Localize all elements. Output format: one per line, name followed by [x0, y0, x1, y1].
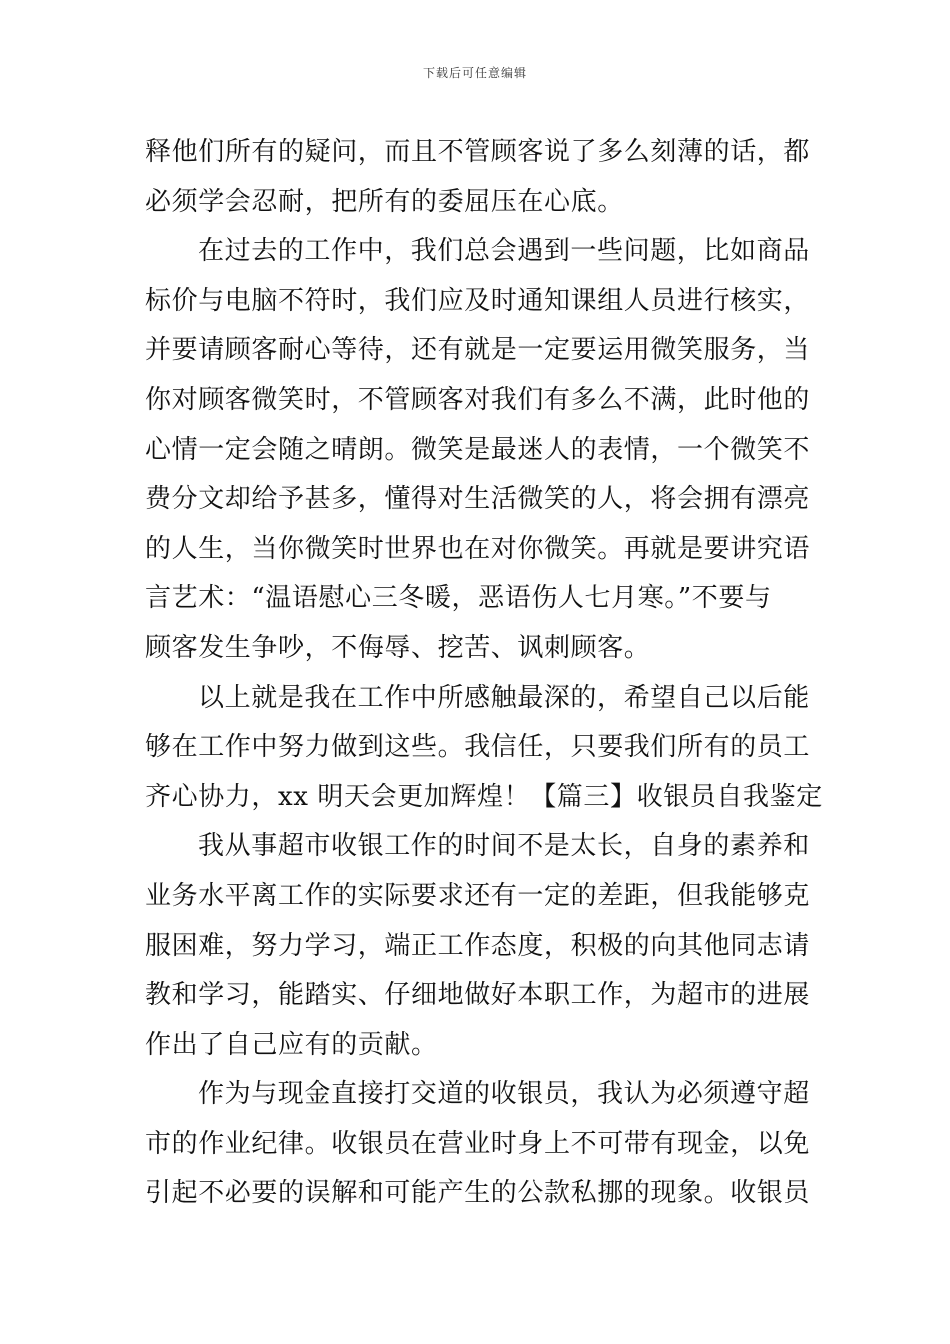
text-line: 作出了自己应有的贡献。	[145, 1029, 438, 1060]
paragraph-start-line: 以上就是我在工作中所感触最深的，希望自己以后能	[198, 682, 810, 713]
text-line: 必须学会忍耐，把所有的委屈压在心底。	[145, 186, 624, 217]
text-line: 齐心协力，xx 明天会更加辉煌！【篇三】收银员自我鉴定	[145, 781, 823, 812]
text-line: 教和学习，能踏实、仔细地做好本职工作，为超市的进展	[145, 980, 811, 1011]
text-line: 顾客发生争吵，不侮辱、挖苦、讽刺顾客。	[145, 632, 651, 663]
page-header: 下载后可任意编辑	[422, 66, 527, 80]
paragraph-start-line: 作为与现金直接打交道的收银员，我认为必须遵守超	[198, 1079, 810, 1110]
text-line: 引起不必要的误解和可能产生的公款私挪的现象。收银员	[145, 1178, 811, 1209]
paragraph-start-line: 我从事超市收银工作的时间不是太长，自身的素养和	[198, 831, 810, 862]
text-line: 心情一定会随之晴朗。微笑是最迷人的表情，一个微笑不	[145, 434, 811, 465]
paragraph-start-line: 在过去的工作中，我们总会遇到一些问题，比如商品	[198, 236, 810, 267]
text-line: 市的作业纪律。收银员在营业时身上不可带有现金，以免	[145, 1128, 811, 1159]
text-line: 的人生，当你微笑时世界也在对你微笑。再就是要讲究语	[145, 533, 811, 564]
text-line: 标价与电脑不符时，我们应及时通知课组人员进行核实，	[145, 285, 811, 316]
text-line: 你对顾客微笑时，不管顾客对我们有多么不满，此时他的	[145, 384, 811, 415]
text-line: 释他们所有的疑问，而且不管顾客说了多么刻薄的话，都	[145, 137, 811, 167]
text-line: 业务水平离工作的实际要求还有一定的差距，但我能够克	[145, 880, 811, 911]
text-line: 够在工作中努力做到这些。我信任，只要我们所有的员工	[145, 732, 811, 763]
text-line: 服困难，努力学习，端正工作态度，积极的向其他同志请	[145, 930, 811, 961]
text-line: 言艺术：“温语慰心三冬暖，恶语伤人七月寒。”不要与	[145, 583, 772, 614]
document-body	[145, 128, 823, 1219]
text-line: 费分文却给予甚多，懂得对生活微笑的人，将会拥有漂亮	[145, 484, 811, 515]
text-line: 并要请顾客耐心等待，还有就是一定要运用微笑服务，当	[145, 335, 811, 366]
